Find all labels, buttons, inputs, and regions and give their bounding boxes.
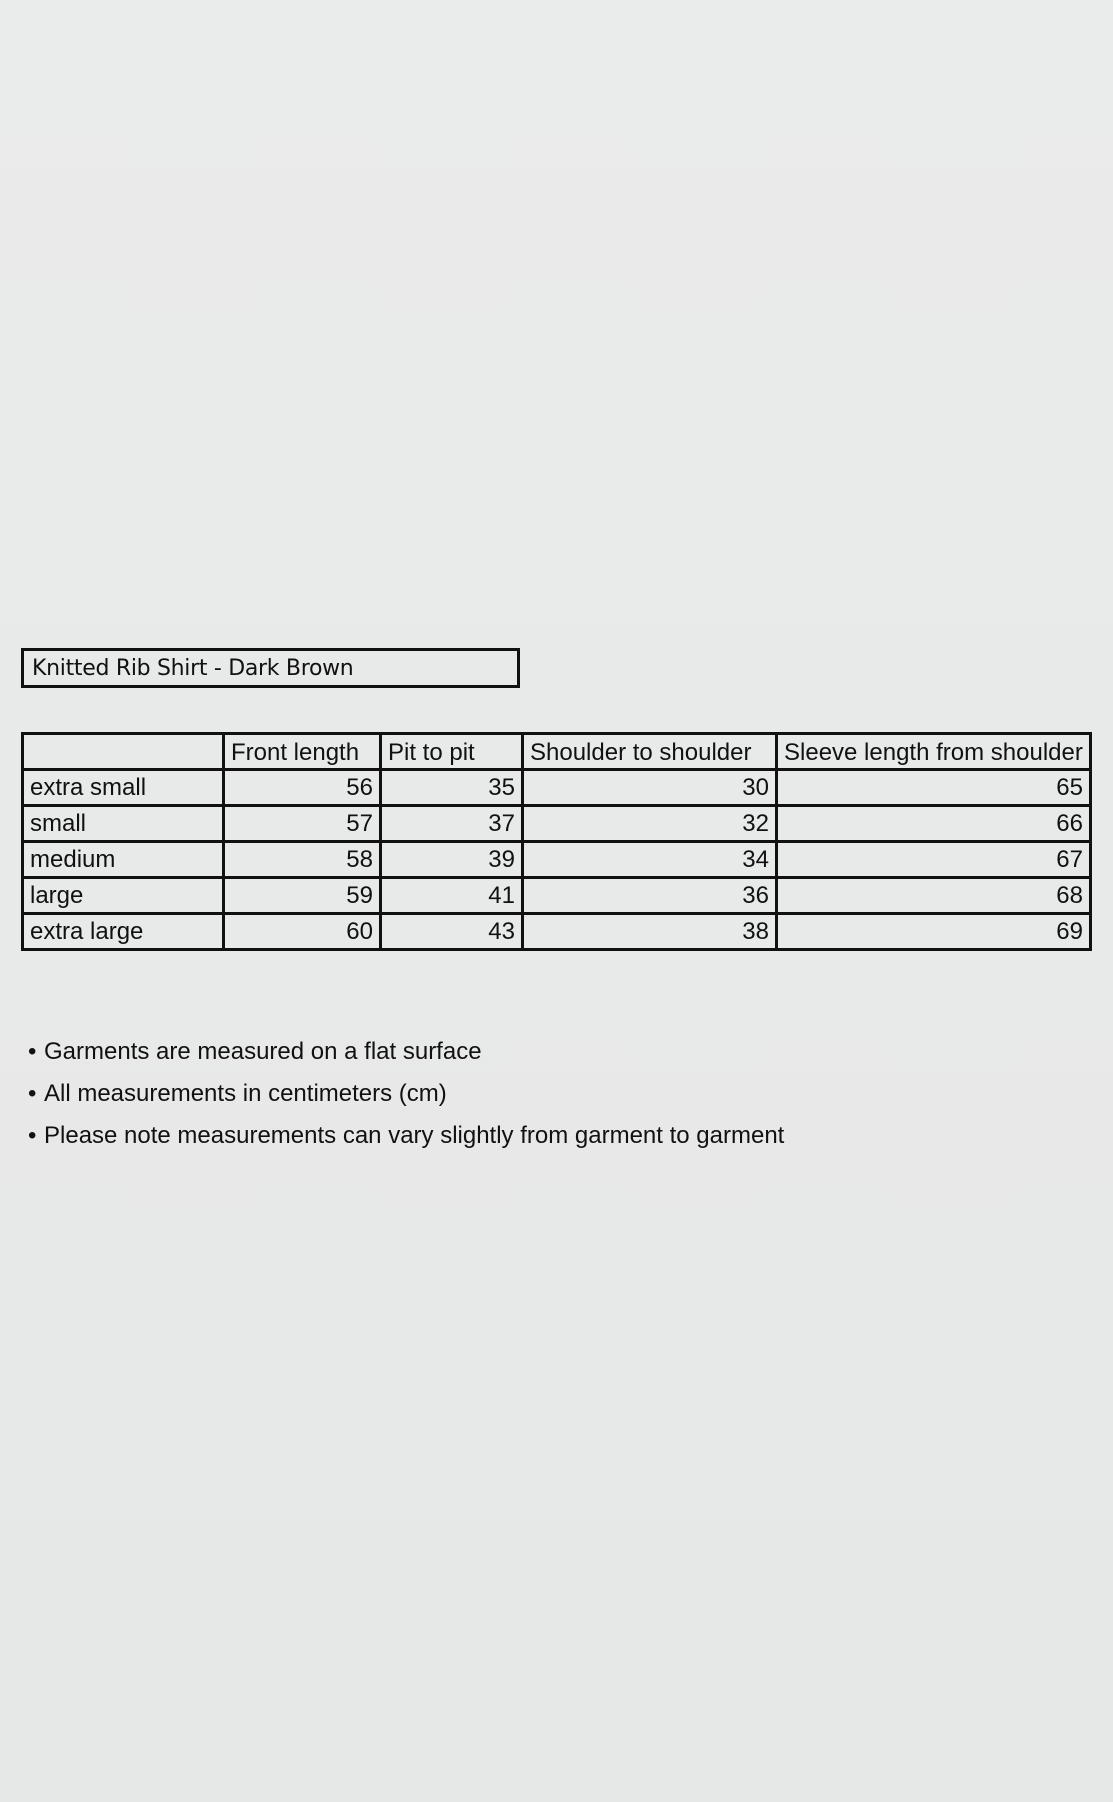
column-header-front-length: Front length xyxy=(224,734,381,770)
measurement-notes xyxy=(28,1034,784,1160)
front-length-value: 57 xyxy=(224,806,381,842)
shoulder-to-shoulder-value: 38 xyxy=(523,914,777,950)
pit-to-pit-value: 37 xyxy=(381,806,523,842)
bullet-icon: • xyxy=(28,1080,37,1107)
table-row xyxy=(23,914,1091,950)
bullet-icon: • xyxy=(28,1038,37,1065)
note-text: Please note measurements can vary slightly from garment to garment xyxy=(44,1122,785,1149)
size-label: medium xyxy=(23,842,224,878)
column-header-shoulder-to-shoulder: Shoulder to shoulder xyxy=(523,734,777,770)
product-title: Knitted Rib Shirt - Dark Brown xyxy=(21,648,520,688)
note-item xyxy=(28,1118,784,1160)
sleeve-length-value: 68 xyxy=(777,878,1091,914)
shoulder-to-shoulder-value: 34 xyxy=(523,842,777,878)
size-label: large xyxy=(23,878,224,914)
sleeve-length-value: 67 xyxy=(777,842,1091,878)
pit-to-pit-value: 39 xyxy=(381,842,523,878)
note-text: Garments are measured on a flat surface xyxy=(44,1038,482,1065)
sleeve-length-value: 69 xyxy=(777,914,1091,950)
front-length-value: 56 xyxy=(224,770,381,806)
note-item xyxy=(28,1076,784,1118)
front-length-value: 60 xyxy=(224,914,381,950)
note-text: All measurements in centimeters (cm) xyxy=(44,1080,447,1107)
size-label: extra large xyxy=(23,914,224,950)
shoulder-to-shoulder-value: 36 xyxy=(523,878,777,914)
table-row xyxy=(23,806,1091,842)
size-label: extra small xyxy=(23,770,224,806)
pit-to-pit-value: 43 xyxy=(381,914,523,950)
pit-to-pit-value: 41 xyxy=(381,878,523,914)
column-header-sleeve-length: Sleeve length from shoulder xyxy=(777,734,1091,770)
shoulder-to-shoulder-value: 30 xyxy=(523,770,777,806)
table-row xyxy=(23,770,1091,806)
shoulder-to-shoulder-value: 32 xyxy=(523,806,777,842)
column-header-pit-to-pit: Pit to pit xyxy=(381,734,523,770)
sleeve-length-value: 65 xyxy=(777,770,1091,806)
front-length-value: 58 xyxy=(224,842,381,878)
front-length-value: 59 xyxy=(224,878,381,914)
size-label: small xyxy=(23,806,224,842)
note-item xyxy=(28,1034,784,1076)
table-header-row xyxy=(23,734,1091,770)
sleeve-length-value: 66 xyxy=(777,806,1091,842)
table-row xyxy=(23,878,1091,914)
size-chart-table xyxy=(21,732,1092,951)
table-row xyxy=(23,842,1091,878)
column-header-size xyxy=(23,734,224,770)
pit-to-pit-value: 35 xyxy=(381,770,523,806)
bullet-icon: • xyxy=(28,1122,37,1149)
